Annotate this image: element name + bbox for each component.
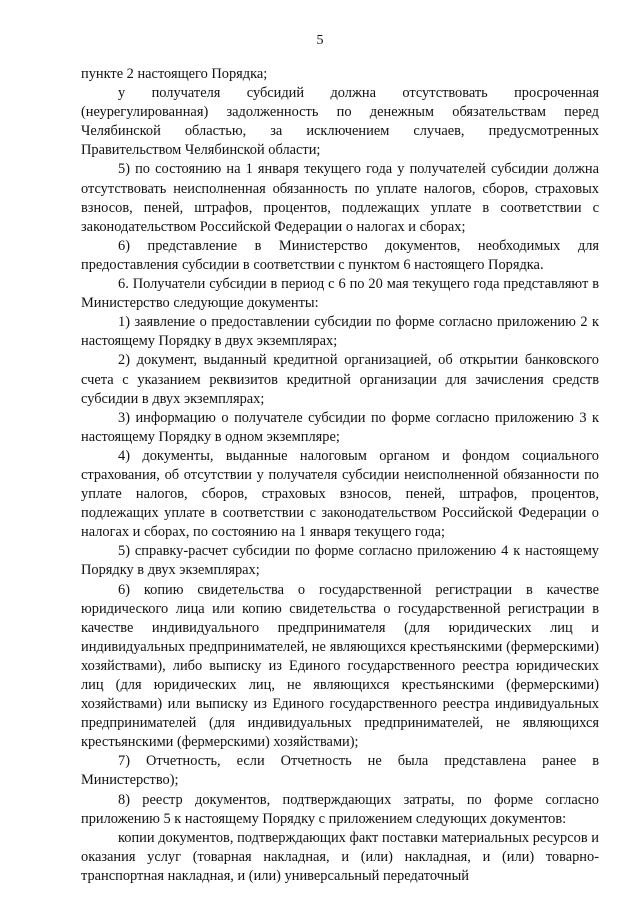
paragraph-doc-6: 6) копию свидетельства о государственной регистрации в качестве юридического лица или копию свидетельства о государственной регистрации в качестве индивидуального предпринимателя (для юридических лиц и индивидуальных предпринимателей, не являющихся крестьянскими (фермерскими) хозяйствами), либо выписку из Единого государственного реестра юридических лиц (для юридических лиц, не являющихся крестьянскими (фермерскими) хозяйствами) или выписку из Единого государственного реестра индивидуальных предпринимателей (для индивидуальных предпринимателей, не являющихся крестьянскими (фермерскими) хозяйствами); [81,581,599,751]
paragraph-item-5: 5) по состоянию на 1 января текущего года у получателей субсидии должна отсутствовать неисполненная обязанность по уплате налогов, сборов, страховых взносов, пеней, штрафов, процентов, подлежащих уплате в соответствии с законодательством Российской Федерации о налогах и сборах; [81,161,599,235]
paragraph-section-6: 6. Получатели субсидии в период с 6 по 20 мая текущего года представляют в Министерство следующие документы: [81,276,599,312]
paragraph-item-6: 6) представление в Министерство документов, необходимых для предоставления субсидии в соответствии с пунктом 6 настоящего Порядка. [81,237,599,273]
paragraph-doc-5: 5) справку-расчет субсидии по форме согласно приложению 4 к настоящему Порядку в двух экземплярах; [81,543,599,579]
paragraph-doc-7: 7) Отчетность, если Отчетность не была представлена ранее в Министерство); [81,753,599,789]
paragraph-supply-docs: копии документов, подтверждающих факт поставки материальных ресурсов и оказания услуг (товарная накладная, и (или) накладная, и (или) товарно-транспортная накладная, и (или) универсальный передаточный [81,829,599,884]
paragraph-continuation: пункте 2 настоящего Порядка; [81,66,268,82]
paragraph-doc-3: 3) информацию о получателе субсидии по форме согласно приложению 3 к настоящему Порядку в одном экземпляре; [81,409,599,445]
paragraph-no-debt: у получателя субсидий должна отсутствовать просроченная (неурегулированная) задолженность по денежным обязательствам перед Челябинской областью, за исключением случаев, предусмотренных Правительством Челябинской области; [81,85,599,159]
document-body [81,65,599,886]
paragraph-doc-8: 8) реестр документов, подтверждающих затраты, по форме согласно приложению 5 к настоящему Порядку с приложением следующих документов: [81,791,599,827]
page-number: 5 [316,33,324,48]
paragraph-doc-1: 1) заявление о предоставлении субсидии по форме согласно приложению 2 к настоящему Порядку в двух экземплярах; [81,314,599,350]
paragraph-doc-2: 2) документ, выданный кредитной организацией, об открытии банковского счета с указанием реквизитов кредитной организации для зачисления средств субсидии в двух экземплярах; [81,352,599,407]
paragraph-doc-4: 4) документы, выданные налоговым органом и фондом социального страхования, об отсутствии у получателя субсидии неисполненной обязанности по уплате налогов, сборов, страховых взносов, пеней, штрафов, процентов, подлежащих уплате в соответствии с законодательством Российской Федерации о налогах и сборах, по состоянию на 1 января текущего года; [81,447,599,541]
